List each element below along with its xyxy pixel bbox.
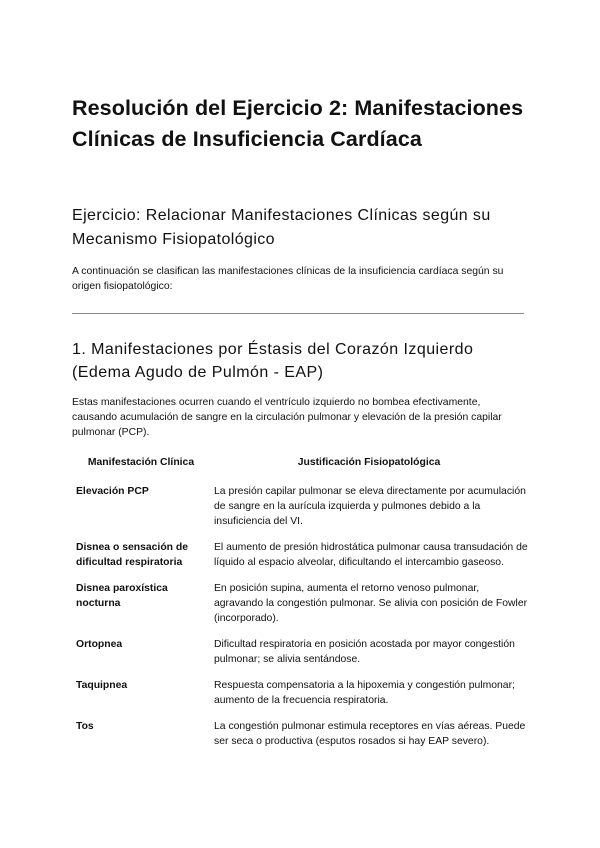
section-heading: 1. Manifestaciones por Éstasis del Corazón Izquierdo (Edema Agudo de Pulmón - EAP) (72, 341, 474, 381)
manifestation-justification: La presión capilar pulmonar se eleva directamente por acumulación de sangre en la aurícula izquierda y pulmones debido a la insuficiencia del VI. (214, 486, 526, 527)
table-row (72, 484, 528, 540)
manifestation-name: Elevación PCP (76, 486, 149, 497)
manifestation-name: Disnea paroxística nocturna (76, 583, 168, 609)
manifestation-justification: Dificultad respiratoria en posición acostada por mayor congestión pulmonar; se alivia sentándose. (214, 639, 515, 665)
section-divider (72, 313, 524, 314)
column-header-manifestation: Manifestación Clínica (87, 457, 195, 468)
manifestation-justification: Respuesta compensatoria a la hipoxemia y congestión pulmonar; aumento de la frecuencia respiratoria. (214, 680, 515, 706)
manifestation-name: Disnea o sensación de dificultad respiratoria (76, 542, 189, 568)
manifestation-justification: La congestión pulmonar estimula receptores en vías aéreas. Puede ser seca o productiva (esputos rosados si hay EAP severo). (214, 721, 526, 747)
section-paragraph: Estas manifestaciones ocurren cuando el ventrículo izquierdo no bombea efectivamente, causando acumulación de sangre en la circulación pulmonar y elevación de la presión capilar pulmonar (PCP). (72, 397, 502, 438)
manifestation-justification: El aumento de presión hidrostática pulmonar causa transudación de líquido al espacio alveolar, dificultando el intercambio gaseoso. (214, 542, 528, 568)
manifestations-table (72, 455, 528, 760)
intro-paragraph: A continuación se clasifican las manifestaciones clínicas de la insuficiencia cardíaca según su origen fisiopatológico: (72, 266, 504, 292)
manifestation-justification: En posición supina, aumenta el retorno venoso pulmonar, agravando la congestión pulmonar. Se alivia con posición de Fowler (incorporado). (214, 583, 528, 624)
manifestation-name: Ortopnea (76, 639, 123, 650)
table-row (72, 581, 528, 637)
table-row (72, 540, 528, 581)
document-title: Resolución del Ejercicio 2: Manifestaciones Clínicas de Insuficiencia Cardíaca (72, 96, 524, 151)
manifestation-name: Tos (76, 721, 94, 732)
manifestation-name: Taquipnea (76, 680, 128, 691)
table-header-row (72, 455, 528, 484)
column-header-justification: Justificación Fisiopatológica (297, 457, 441, 468)
table-row (72, 678, 528, 719)
table-row (72, 637, 528, 678)
exercise-subtitle: Ejercicio: Relacionar Manifestaciones Clínicas según su Mecanismo Fisiopatológico (72, 207, 491, 248)
table-row (72, 719, 528, 760)
